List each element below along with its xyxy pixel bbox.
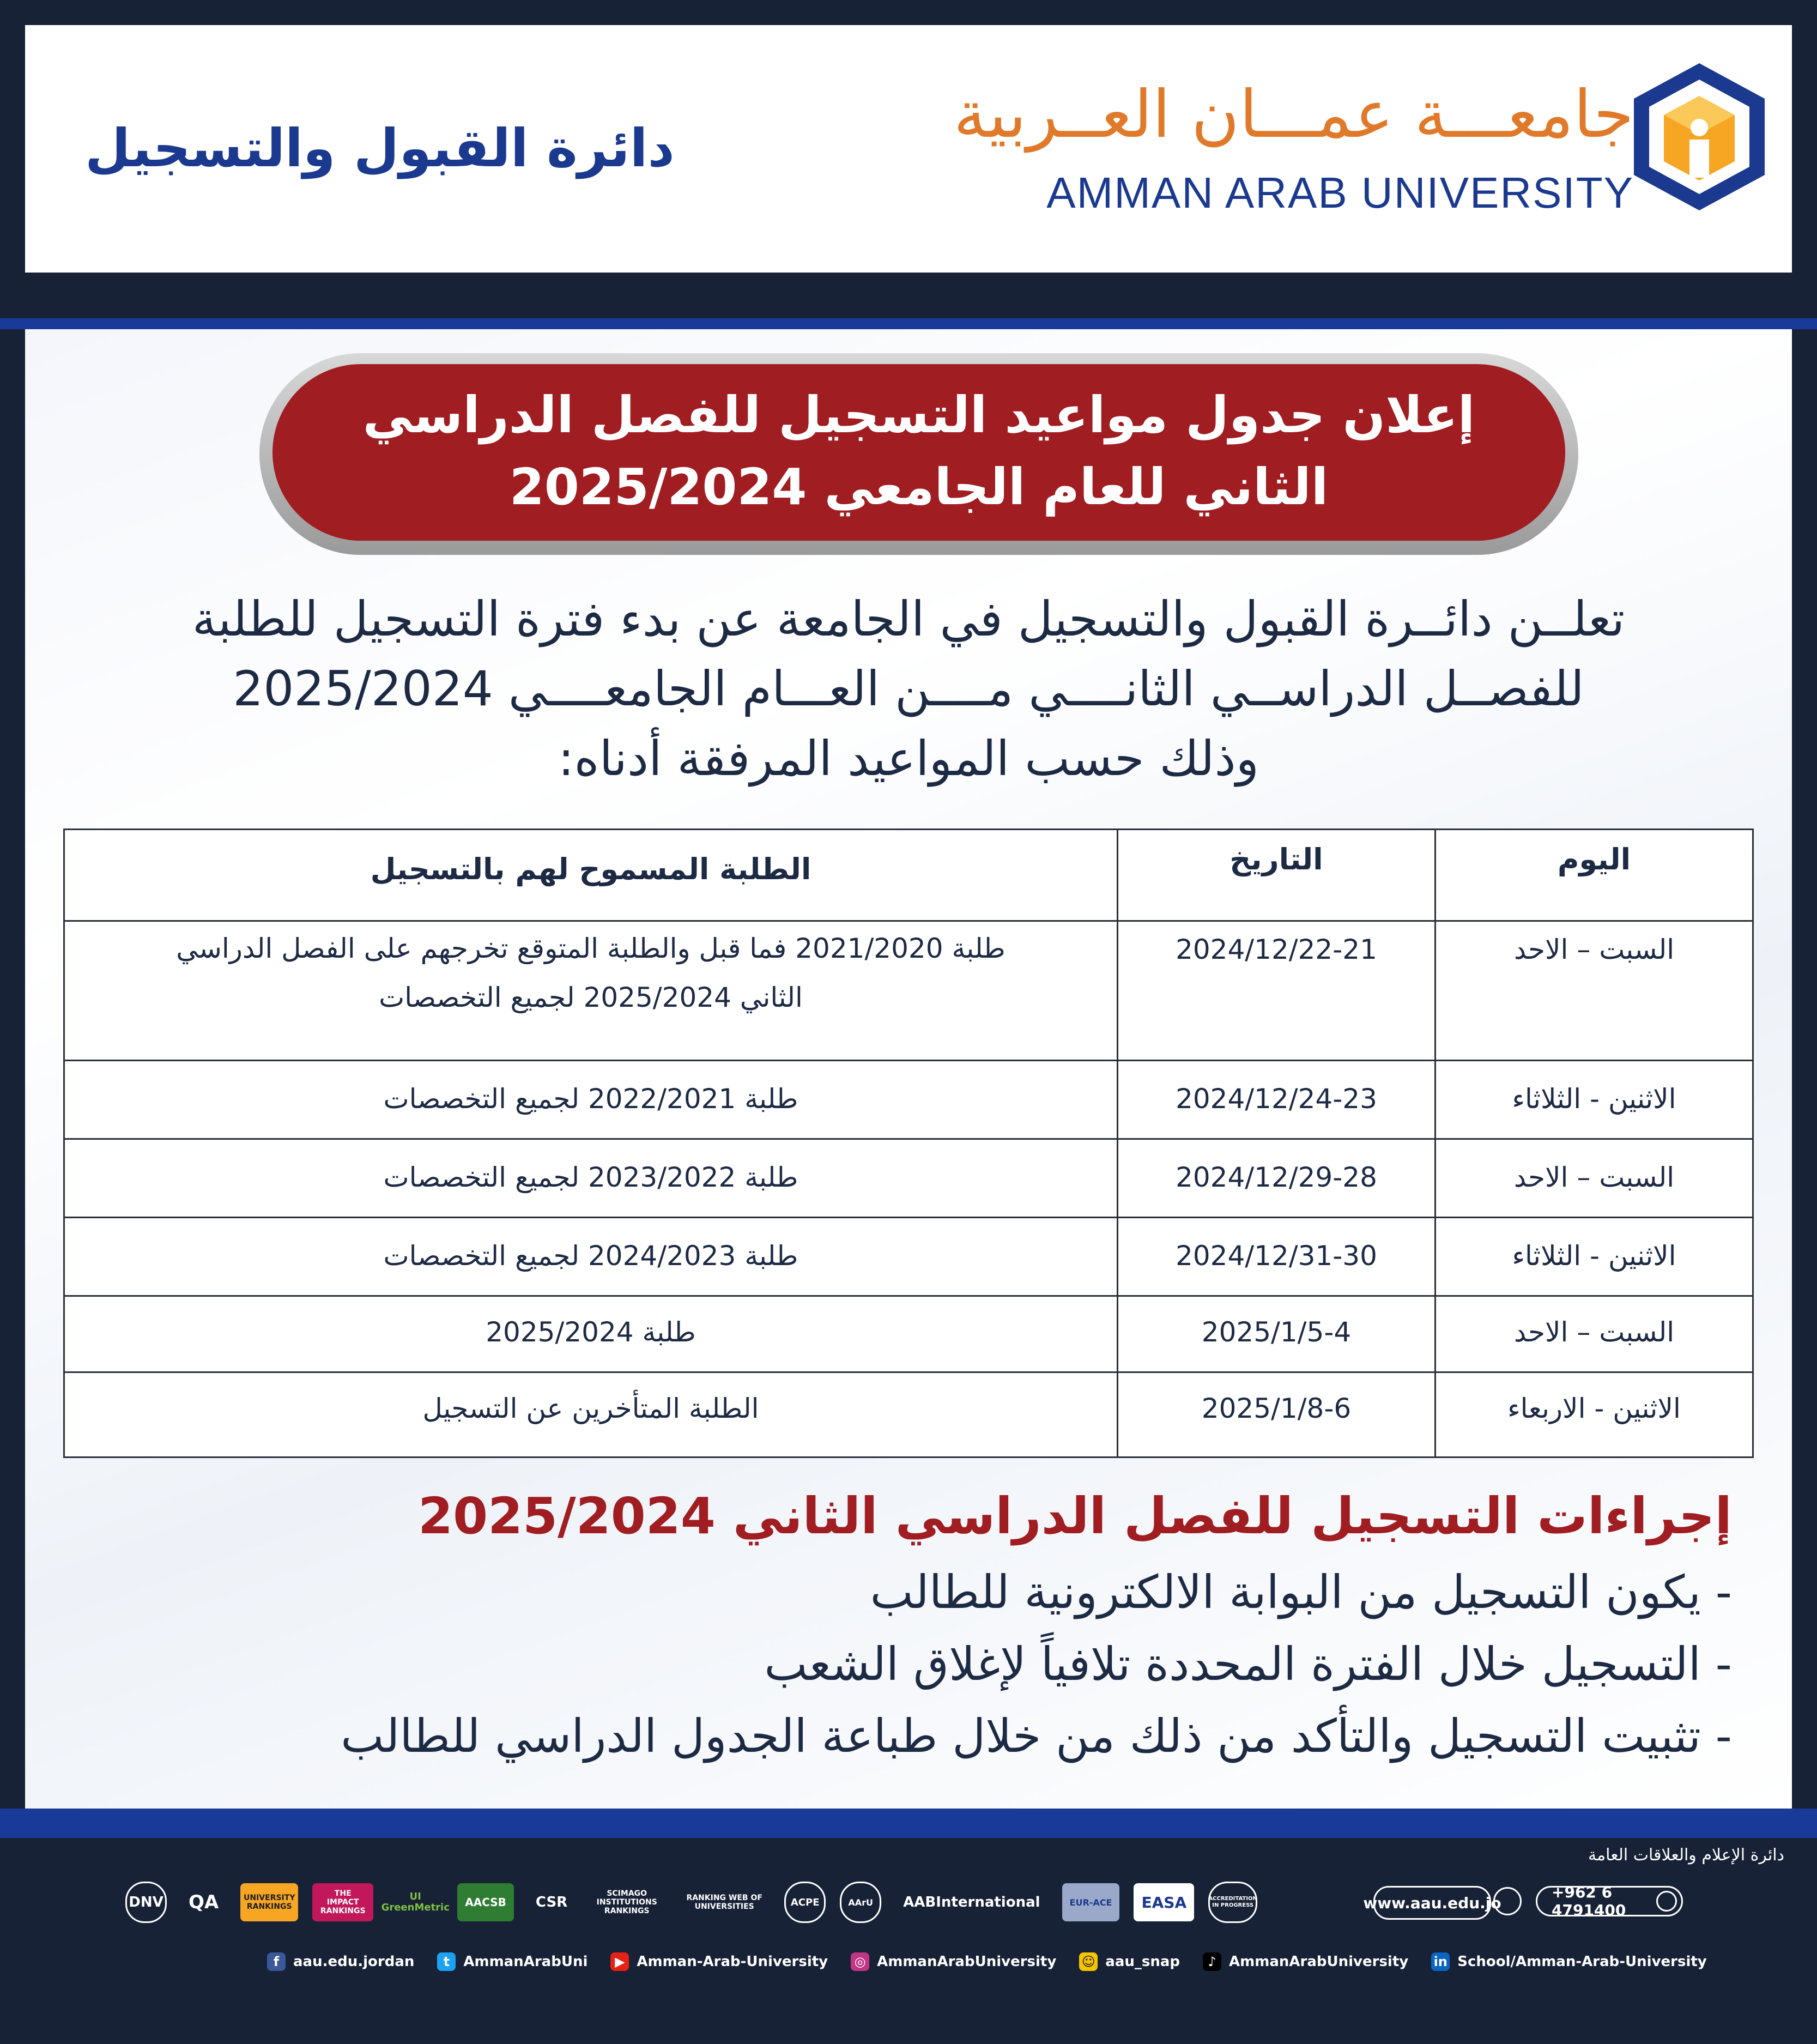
students-cell: طلبة 2024/2023 لجميع التخصصات [64, 1218, 1118, 1296]
accreditation-logo: THE IMPACT RANKINGS [312, 1883, 373, 1921]
instagram-icon: ◎ [851, 1952, 869, 1971]
students-cell: طلبة 2025/2024 [64, 1296, 1118, 1372]
day-cell: الاثنين - الثلاثاء [1436, 1061, 1753, 1139]
linkedin-icon: in [1431, 1952, 1450, 1971]
accreditation-logo: EUR-ACE [1062, 1883, 1120, 1921]
table-row [64, 1139, 1753, 1218]
date-cell: 2024/12/22-21 [1118, 921, 1436, 1061]
table-header-row [64, 830, 1753, 921]
banner-line-2: الثاني للعام الجامعي 2025/2024 [509, 458, 1329, 516]
accreditation-logo: ACPE [784, 1882, 826, 1923]
twitter-icon: t [437, 1952, 456, 1971]
globe-icon [1493, 1887, 1522, 1915]
banner-line-1: إعلان جدول مواعيد التسجيل للفصل الدراسي [362, 386, 1475, 444]
column-header-day: اليوم [1436, 830, 1753, 921]
students-cell: طلبة 2022/2021 لجميع التخصصات [64, 1061, 1118, 1139]
social-link-facebook[interactable] [267, 1952, 414, 1971]
social-label: AmmanArabUniversity [1229, 1954, 1409, 1970]
phone-text: +962 6 4791400 [1552, 1883, 1626, 1919]
students-cell: الطلبة المتأخرين عن التسجيل [64, 1372, 1118, 1458]
social-link-twitter[interactable] [437, 1952, 588, 1971]
date-cell: 2024/12/31-30 [1118, 1218, 1436, 1296]
table-row [64, 1218, 1753, 1296]
procedures-title: إجراءات التسجيل للفصل الدراسي الثاني 2025/2024 [418, 1487, 1732, 1545]
students-cell: طلبة 2023/2022 لجميع التخصصات [64, 1139, 1118, 1218]
day-cell: السبت – الاحد [1436, 921, 1753, 1061]
day-cell: السبت – الاحد [1436, 1139, 1753, 1218]
social-label: aau_snap [1105, 1954, 1180, 1970]
accreditation-logo: AACSB [457, 1883, 514, 1921]
accreditation-logo: SCIMAGO INSTITUTIONS RANKINGS [596, 1889, 657, 1915]
announcement-content [25, 329, 1792, 1809]
students-cell-line-1: طلبة 2021/2020 فما قبل والطلبة المتوقع تخرجهم على الفصل الدراسي [176, 933, 1006, 964]
youtube-icon: ▶ [610, 1952, 629, 1971]
accreditation-logo: ACCREDITATION IN PROGRESS [1208, 1882, 1257, 1923]
accreditation-logo: DNV [125, 1882, 167, 1923]
social-link-instagram[interactable] [851, 1952, 1056, 1971]
registration-schedule-table [63, 829, 1754, 1458]
column-header-students: الطلبة المسموح لهم بالتسجيل [64, 830, 1118, 921]
procedure-item: - تثبيت التسجيل والتأكد من ذلك من خلال طباعة الجدول الدراسي للطالب [341, 1709, 1732, 1763]
university-name-english: AMMAN ARAB UNIVERSITY [1046, 168, 1634, 217]
table-row [64, 921, 1753, 1061]
bottom-blue-stripe [0, 1809, 1817, 1838]
social-label: AmmanArabUni [463, 1954, 588, 1970]
footer-department: دائرة الإعلام والعلاقات العامة [1588, 1846, 1784, 1865]
social-link-youtube[interactable] [610, 1952, 828, 1971]
students-cell [64, 921, 1118, 1061]
table-row [64, 1061, 1753, 1139]
department-title: دائرة القبول والتسجيل [85, 118, 675, 179]
website-link[interactable] [1363, 1886, 1501, 1920]
website-text: www.aau.edu.jo [1363, 1894, 1501, 1912]
university-name-arabic: جامعـــة عمـــان العــربية [953, 77, 1634, 153]
accreditation-logo: QA [189, 1891, 219, 1913]
top-blue-stripe [0, 318, 1817, 329]
phone-number[interactable] [1536, 1883, 1683, 1919]
day-cell: السبت – الاحد [1436, 1296, 1753, 1372]
table-row [64, 1372, 1753, 1458]
social-label: aau.edu.jordan [293, 1954, 415, 1970]
university-logo-icon [1628, 58, 1770, 216]
social-label: Amman-Arab-University [637, 1954, 828, 1970]
students-cell-line-2: الثاني 2025/2024 لجميع التخصصات [379, 982, 803, 1013]
table-row [64, 1296, 1753, 1372]
day-cell: الاثنين - الثلاثاء [1436, 1218, 1753, 1296]
date-cell: 2025/1/5-4 [1118, 1296, 1436, 1372]
tiktok-icon: ♪ [1203, 1952, 1221, 1971]
social-label: AmmanArabUniversity [877, 1954, 1057, 1970]
accreditation-logo: AArU [840, 1882, 881, 1923]
accreditation-logo: RANKING WEB OF UNIVERSITIES [686, 1894, 762, 1911]
accreditation-logo: EASA [1134, 1883, 1194, 1921]
social-link-linkedin[interactable] [1431, 1952, 1707, 1971]
accreditation-logos [125, 1882, 1257, 1923]
accreditation-logo: AABInternational [903, 1894, 1040, 1910]
title-banner-fill [272, 364, 1565, 541]
facebook-icon: f [267, 1952, 286, 1971]
intro-line-1: تعلــن دائــرة القبول والتسجيل في الجامعة عن بدء فترة التسجيل للطلبة [192, 591, 1625, 647]
intro-line-3: وذلك حسب المواعيد المرفقة أدناه: [558, 730, 1259, 787]
intro-line-2: للفصــل الدراســي الثانــــي مــــن العـــام الجامعــــي 2025/2024 [233, 661, 1584, 717]
procedure-item: - يكون التسجيل من البوابة الالكترونية للطالب [870, 1565, 1732, 1619]
accreditation-logo: CSR [535, 1894, 568, 1910]
social-link-tiktok[interactable] [1203, 1952, 1408, 1971]
social-label: School/Amman-Arab-University [1457, 1954, 1707, 1970]
snapchat-icon: ☺ [1079, 1952, 1098, 1971]
column-header-date: التاريخ [1118, 830, 1436, 921]
title-banner [259, 353, 1578, 555]
accreditation-logo: UNIVERSITY RANKINGS [240, 1883, 298, 1921]
date-cell: 2024/12/29-28 [1118, 1139, 1436, 1218]
social-link-snapchat[interactable] [1079, 1952, 1180, 1971]
procedure-item: - التسجيل خلال الفترة المحددة تلافياً لإغلاق الشعب [764, 1637, 1732, 1691]
date-cell: 2025/1/8-6 [1118, 1372, 1436, 1458]
header [25, 25, 1792, 273]
phone-icon [1656, 1891, 1677, 1912]
day-cell: الاثنين - الاربعاء [1436, 1372, 1753, 1458]
accreditation-logo: UI GreenMetric [381, 1891, 450, 1913]
social-links [267, 1952, 1707, 1971]
footer [0, 1838, 1817, 2044]
date-cell: 2024/12/24-23 [1118, 1061, 1436, 1139]
